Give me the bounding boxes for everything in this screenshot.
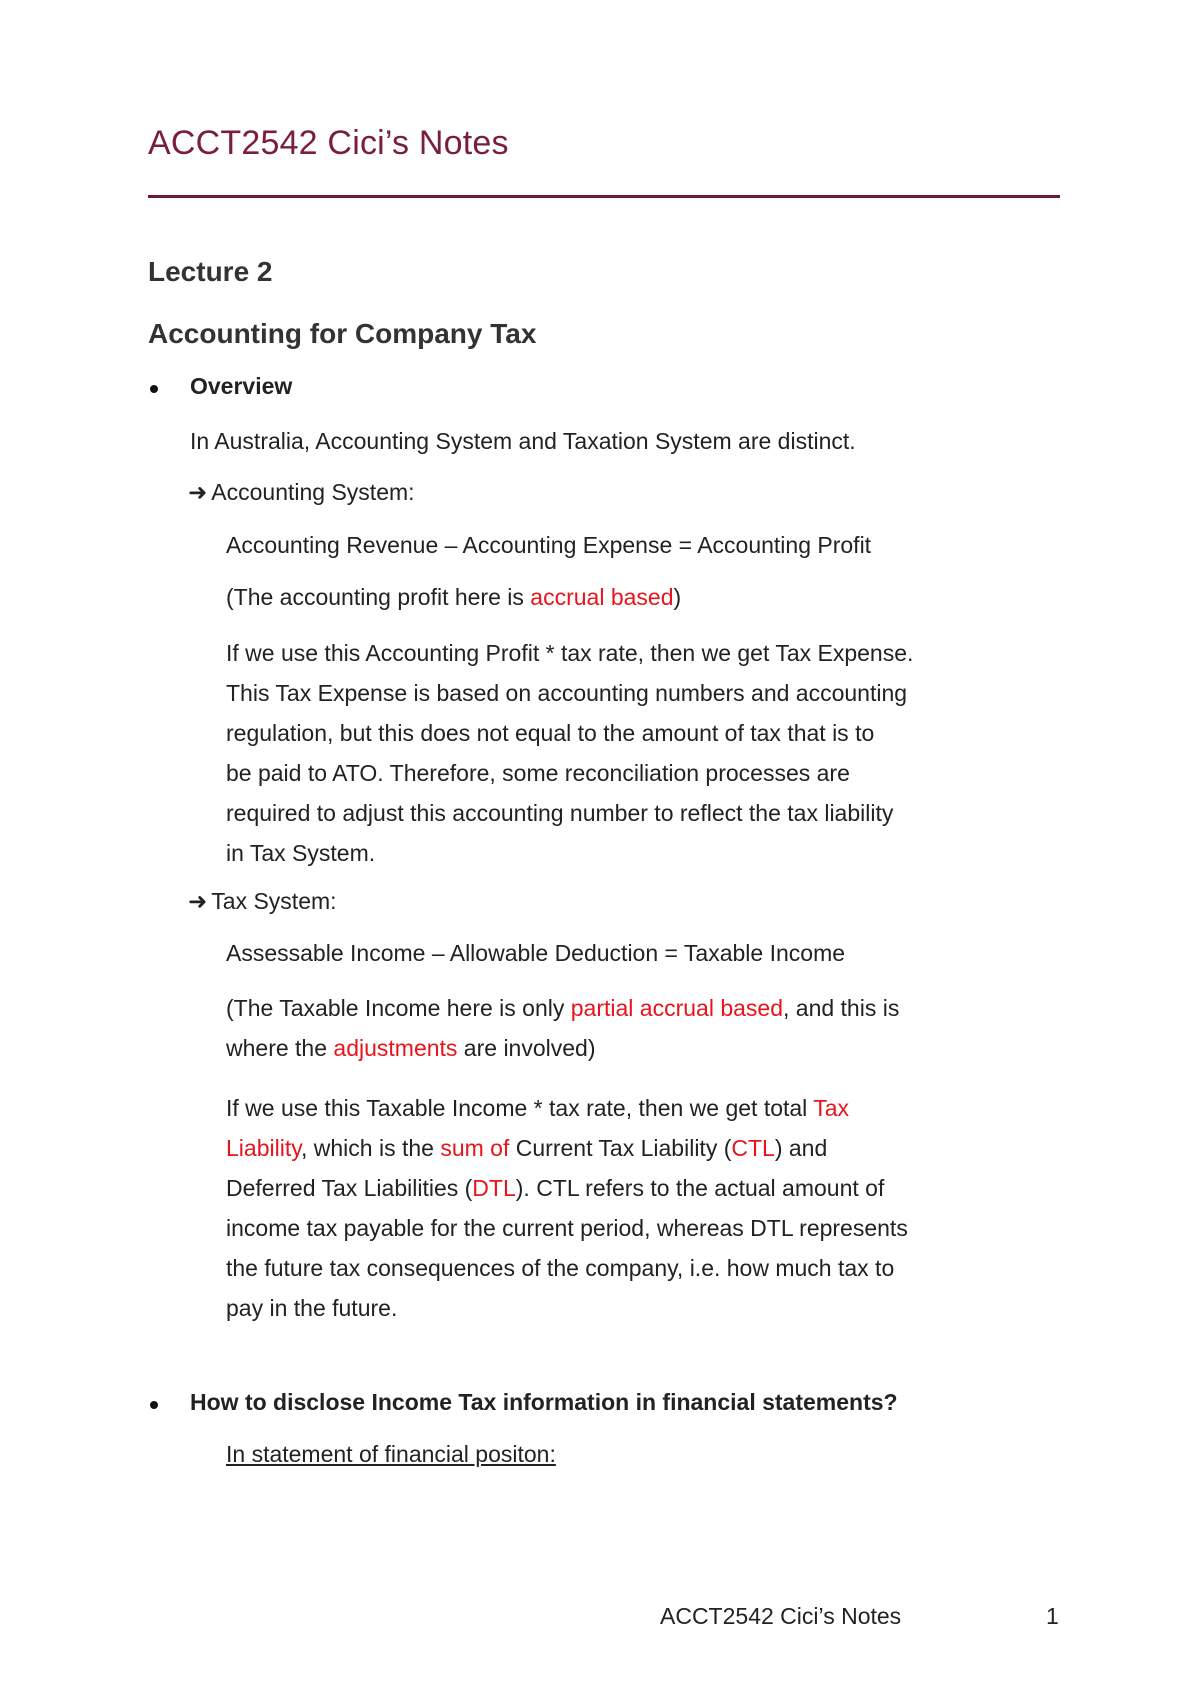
liability-highlight: Liability [226,1135,301,1161]
accounting-note [226,584,681,611]
accounting-note-text: (The accounting profit here is [226,584,531,610]
accounting-note-close: ) [673,584,682,610]
accounting-paragraph [226,633,1066,873]
tax-para-line-6: pay in the future. [226,1295,398,1321]
topic-heading: Accounting for Company Tax [148,318,537,349]
para-text: ). CTL refers to the actual amount of [515,1175,885,1201]
adjustments-highlight: adjustments [333,1035,458,1061]
right-arrow-icon: ➜ [188,479,208,505]
paragraph-line: This Tax Expense is based on accounting numbers and accounting [226,680,908,706]
para-text: Current Tax Liability ( [509,1135,732,1161]
note-text: where the [226,1035,334,1061]
tax-note [226,988,1066,1068]
note-text: (The Taxable Income here is only [226,995,571,1021]
lecture-heading: Lecture 2 [148,256,273,287]
tax-note-line-2 [226,1028,1066,1068]
disclose-subheading: In statement of financial positon: [226,1441,556,1467]
partial-accrual-highlight: partial accrual based [570,995,783,1021]
bullet-dot-icon [150,385,158,393]
paragraph-line: If we use this Accounting Profit * tax rate, then we get Tax Expense. [226,640,914,666]
tax-formula: Assessable Income – Allowable Deduction = Taxable Income [226,940,846,966]
para-text: , which is the [301,1135,441,1161]
tax-paragraph [226,1088,1066,1328]
para-text: ) and [774,1135,828,1161]
tax-system-label-row [188,888,337,915]
overview-intro: In Australia, Accounting System and Taxation System are distinct. [190,428,856,454]
accounting-system-label: Accounting System: [211,479,415,505]
para-text: If we use this Taxable Income * tax rate, then we get total [226,1095,814,1121]
sum-of-highlight: sum of [440,1135,510,1161]
overview-heading: Overview [190,373,293,399]
tax-system-label: Tax System: [211,888,337,914]
paragraph-line: be paid to ATO. Therefore, some reconciliation processes are [226,760,850,786]
dtl-highlight: DTL [472,1175,516,1201]
note-text: , and this is [783,995,900,1021]
disclose-heading: How to disclose Income Tax information in financial statements? [190,1389,898,1415]
footer-title: ACCT2542 Cici’s Notes [660,1603,902,1629]
page-number: 1 [1046,1603,1059,1629]
accounting-system-label-row [188,479,415,506]
para-text: Deferred Tax Liabilities ( [226,1175,473,1201]
paragraph-line: regulation, but this does not equal to the amount of tax that is to [226,720,875,746]
bullet-dot-icon [150,1401,158,1409]
ctl-highlight: CTL [731,1135,775,1161]
paragraph-line: required to adjust this accounting number to reflect the tax liability [226,800,894,826]
tax-para-line-1 [226,1088,1066,1128]
paragraph-line: in Tax System. [226,840,376,866]
accounting-formula: Accounting Revenue – Accounting Expense = Accounting Profit [226,532,872,558]
accrual-based-highlight: accrual based [530,584,674,610]
document-title: ACCT2542 Cici’s Notes [148,124,509,162]
tax-para-line-5: the future tax consequences of the company, i.e. how much tax to [226,1255,895,1281]
tax-para-line-3 [226,1168,1066,1208]
tax-note-line-1 [226,988,1066,1028]
tax-para-line-4: income tax payable for the current period, whereas DTL represents [226,1215,908,1241]
title-divider [148,195,1060,198]
right-arrow-icon: ➜ [188,888,208,914]
tax-highlight: Tax [813,1095,850,1121]
tax-para-line-2 [226,1128,1066,1168]
note-text: are involved) [457,1035,596,1061]
